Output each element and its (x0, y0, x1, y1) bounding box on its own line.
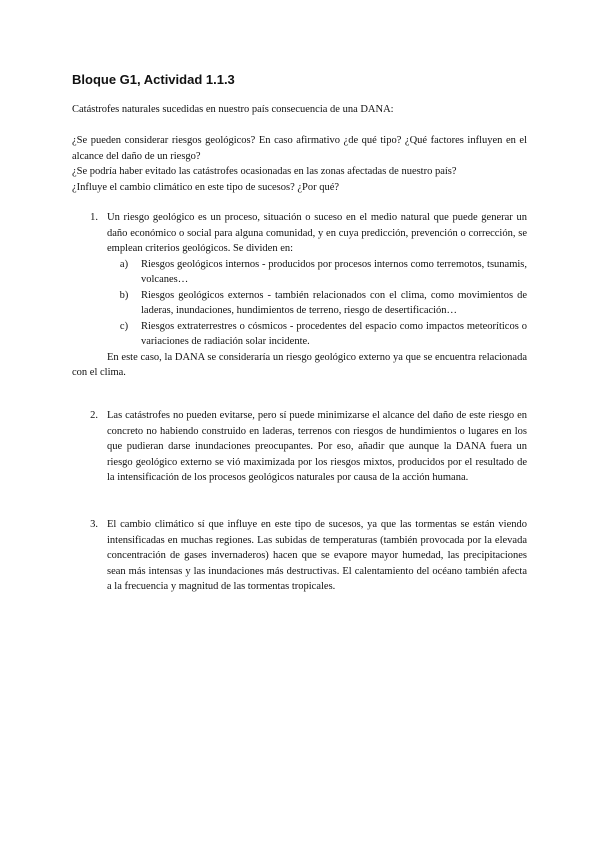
list-item (107, 257, 527, 288)
answer-text: El cambio climático sí que influye en este tipo de sucesos, ya que las tormentas se están viendo intensificadas en muchas regiones. Las subidas de temperaturas (también provocada por la elevada concentración de gases invernaderos) hacen que se evapore mayor humedad, las precipitaciones sean más intensas y las inundaciones más destructivas. El calentamiento del océano también afecta a la frecuencia y magnitud de las tormentas tropicales. (107, 519, 527, 592)
list-item-text: Riesgos geológicos externos - también relacionados con el clima, como movimientos de laderas, inundaciones, hundimientos de terreno, riesgo de desertificación… (141, 289, 527, 316)
answer-number: 1. (90, 212, 98, 223)
list-item-letter: b) (119, 289, 129, 301)
list-item (107, 319, 527, 350)
list-item-letter: a) (119, 258, 129, 270)
list-item-letter: c) (119, 320, 129, 332)
answer-number: 3. (90, 519, 98, 530)
list-item-text: Riesgos extraterrestres o cósmicos - procedentes del espacio como impactos meteoríticos o variaciones de radiación solar incidente. (141, 320, 527, 347)
questions-block (72, 133, 527, 195)
answer-3 (72, 517, 527, 595)
answer-text: Las catástrofes no pueden evitarse, pero sí puede minimizarse el alcance del daño de este riesgo en concreto no habiendo construido en laderas, terrenos con riesgos de hundimientos o lugares en los que pudieran darse inundaciones preocupantes. Por eso, añadir que aunque la DANA fuera un riesgo geológico externo se vió maximizada por los riesgos mixtos, producidos por el resultado de la intensificación de los procesos geológicos naturales por causa de la acción humana. (107, 410, 527, 483)
answer-1 (72, 210, 527, 381)
answer-number: 2. (90, 410, 98, 421)
question-3: ¿Influye el cambio climático en este tipo de sucesos? ¿Por qué? (72, 181, 340, 193)
question-1: ¿Se pueden considerar riesgos geológicos? En caso afirmativo ¿de qué tipo? ¿Qué factores influyen en el alcance del daño de un riesgo? (72, 135, 527, 162)
answer-closing: En este caso, la DANA se consideraría un riesgo geológico externo ya que se encuentra relacionada con el clima. (72, 351, 527, 378)
list-item-text: Riesgos geológicos internos - producidos por procesos internos como terremotos, tsunamis, volcanes… (141, 258, 527, 285)
document-title: Bloque G1, Actividad 1.1.3 (72, 72, 235, 87)
intro-paragraph: Catástrofes naturales sucedidas en nuestro país consecuencia de una DANA: (72, 104, 394, 115)
answer-2 (72, 408, 527, 486)
list-item (107, 288, 527, 319)
answer-text: Un riesgo geológico es un proceso, situación o suceso en el medio natural que puede generar un daño económico o social para alguna comunidad, y en cuya predicción, prevención o corrección, se emplean criterios geológicos. Se dividen en: (107, 212, 527, 254)
question-2: ¿Se podría haber evitado las catástrofes ocasionadas en las zonas afectadas de nuestro país? (72, 166, 457, 177)
